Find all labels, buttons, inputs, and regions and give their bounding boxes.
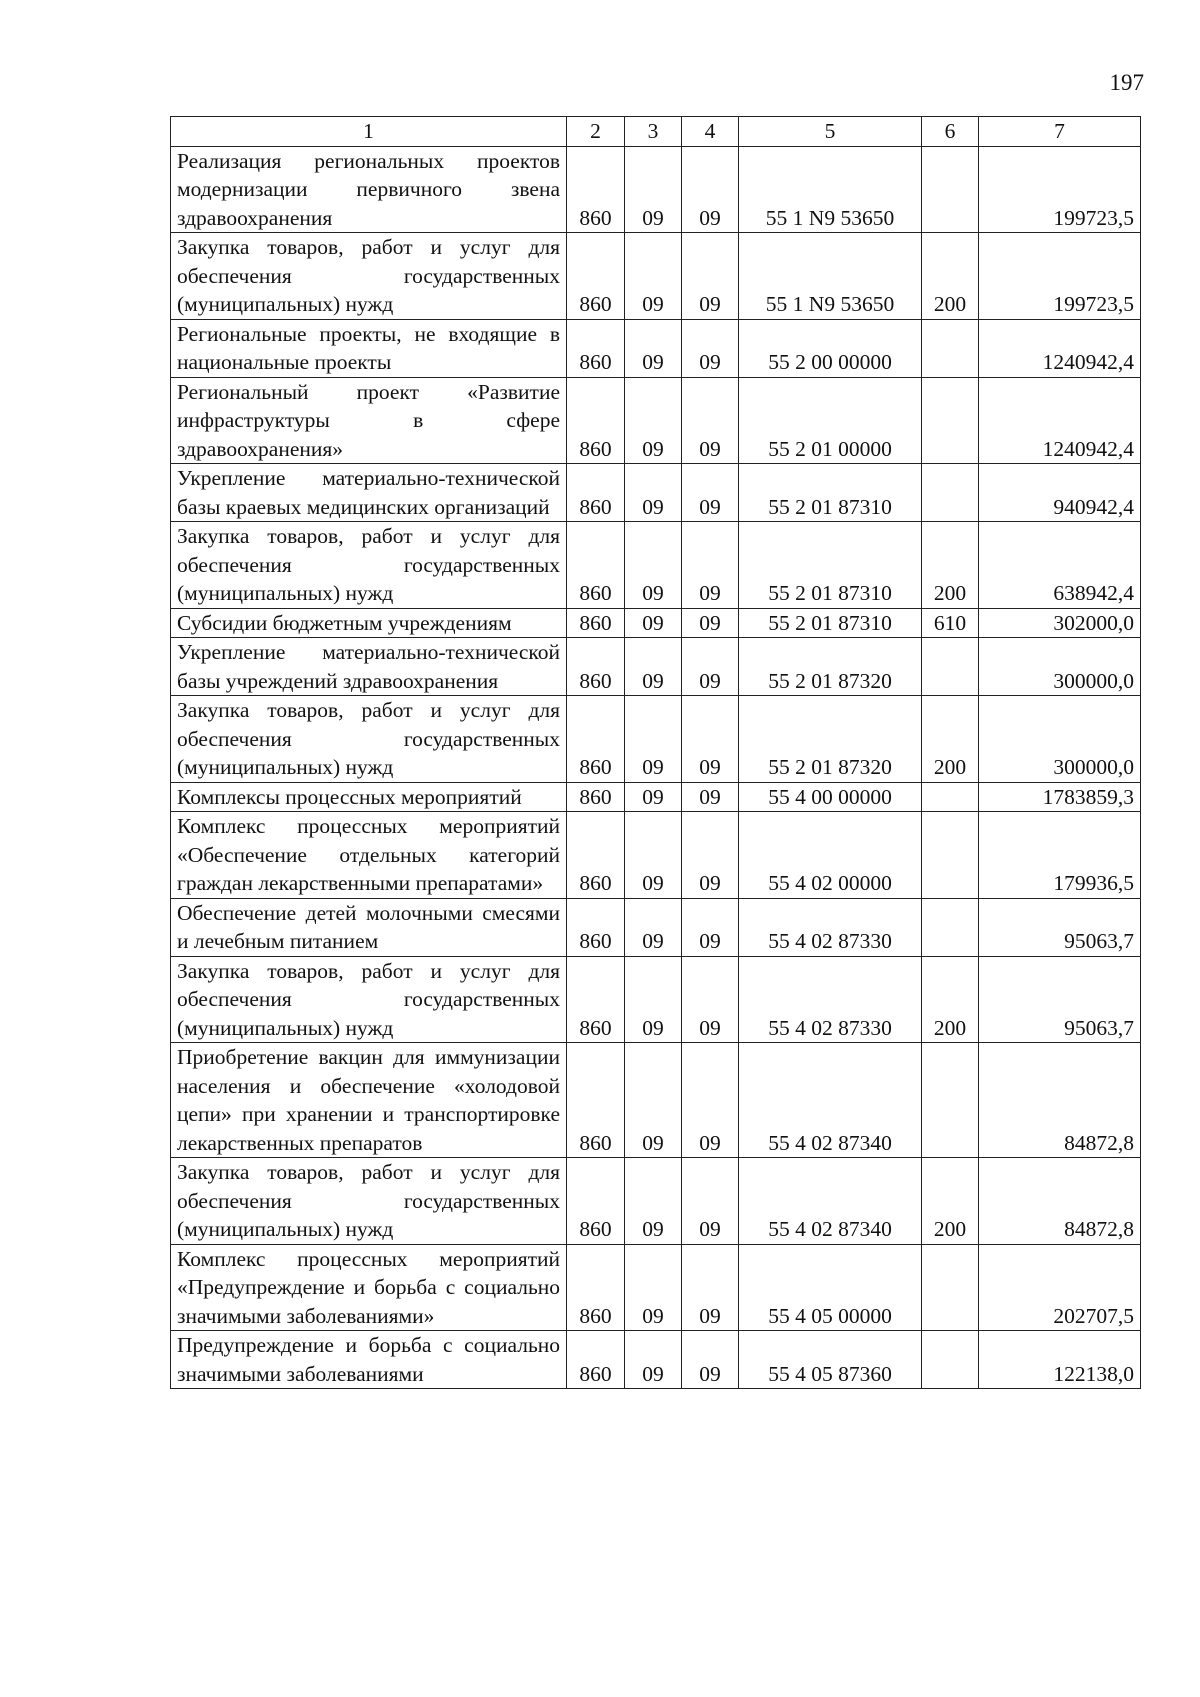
- row-name-cell: Закупка товаров, работ и услуг для обеспечения государственных (муниципальных) нужд: [171, 696, 567, 783]
- admin-code-cell: 860: [567, 608, 625, 638]
- subsection-code-cell: 09: [682, 522, 739, 609]
- expense-kind-cell: 200: [922, 1158, 979, 1245]
- amount-cell: 122138,0: [979, 1331, 1141, 1389]
- section-code-cell: 09: [625, 1043, 682, 1158]
- row-name-cell: Закупка товаров, работ и услуг для обеспечения государственных (муниципальных) нужд: [171, 233, 567, 320]
- target-article-cell: 55 4 02 00000: [739, 812, 922, 899]
- row-name-cell: Субсидии бюджетным учреждениям: [171, 608, 567, 638]
- target-article-cell: 55 2 01 87320: [739, 638, 922, 696]
- row-name-cell: Укрепление материально-технической базы учреждений здравоохранения: [171, 638, 567, 696]
- expense-kind-cell: 200: [922, 522, 979, 609]
- section-code-cell: 09: [625, 377, 682, 464]
- target-article-cell: 55 2 01 87310: [739, 464, 922, 522]
- admin-code-cell: 860: [567, 898, 625, 956]
- amount-cell: 95063,7: [979, 898, 1141, 956]
- expense-kind-cell: [922, 782, 979, 812]
- expense-kind-cell: [922, 464, 979, 522]
- target-article-cell: 55 4 02 87340: [739, 1158, 922, 1245]
- target-article-cell: 55 2 01 87320: [739, 696, 922, 783]
- section-code-cell: 09: [625, 319, 682, 377]
- subsection-code-cell: 09: [682, 1158, 739, 1245]
- amount-cell: 95063,7: [979, 956, 1141, 1043]
- page-number: 197: [1109, 70, 1144, 95]
- admin-code-cell: 860: [567, 233, 625, 320]
- amount-cell: 1783859,3: [979, 782, 1141, 812]
- budget-table: [170, 116, 1141, 1389]
- column-header: 4: [682, 117, 739, 147]
- subsection-code-cell: 09: [682, 464, 739, 522]
- amount-cell: 638942,4: [979, 522, 1141, 609]
- table-row: [171, 522, 1141, 609]
- amount-cell: 300000,0: [979, 696, 1141, 783]
- section-code-cell: 09: [625, 696, 682, 783]
- amount-cell: 179936,5: [979, 812, 1141, 899]
- table-row: [171, 1158, 1141, 1245]
- table-row: [171, 1043, 1141, 1158]
- admin-code-cell: 860: [567, 1158, 625, 1245]
- table-row: [171, 696, 1141, 783]
- amount-cell: 202707,5: [979, 1244, 1141, 1331]
- column-header: 5: [739, 117, 922, 147]
- target-article-cell: 55 2 01 87310: [739, 522, 922, 609]
- target-article-cell: 55 4 02 87330: [739, 898, 922, 956]
- admin-code-cell: 860: [567, 1043, 625, 1158]
- expense-kind-cell: [922, 638, 979, 696]
- table-row: [171, 464, 1141, 522]
- target-article-cell: 55 4 02 87340: [739, 1043, 922, 1158]
- admin-code-cell: 860: [567, 1331, 625, 1389]
- table-row: [171, 233, 1141, 320]
- target-article-cell: 55 2 01 00000: [739, 377, 922, 464]
- admin-code-cell: 860: [567, 812, 625, 899]
- target-article-cell: 55 1 N9 53650: [739, 233, 922, 320]
- subsection-code-cell: 09: [682, 638, 739, 696]
- amount-cell: 300000,0: [979, 638, 1141, 696]
- column-header: 6: [922, 117, 979, 147]
- target-article-cell: 55 4 00 00000: [739, 782, 922, 812]
- column-header: 2: [567, 117, 625, 147]
- expense-kind-cell: 610: [922, 608, 979, 638]
- admin-code-cell: 860: [567, 522, 625, 609]
- subsection-code-cell: 09: [682, 696, 739, 783]
- admin-code-cell: 860: [567, 464, 625, 522]
- row-name-cell: Приобретение вакцин для иммунизации населения и обеспечение «холодовой цепи» при хранении и транспортировке лекарственных препаратов: [171, 1043, 567, 1158]
- section-code-cell: 09: [625, 233, 682, 320]
- table-row: [171, 608, 1141, 638]
- section-code-cell: 09: [625, 522, 682, 609]
- admin-code-cell: 860: [567, 638, 625, 696]
- section-code-cell: 09: [625, 1331, 682, 1389]
- subsection-code-cell: 09: [682, 1244, 739, 1331]
- section-code-cell: 09: [625, 608, 682, 638]
- section-code-cell: 09: [625, 638, 682, 696]
- row-name-cell: Региональный проект «Развитие инфраструктуры в сфере здравоохранения»: [171, 377, 567, 464]
- row-name-cell: Предупреждение и борьба с социально значимыми заболеваниями: [171, 1331, 567, 1389]
- amount-cell: 1240942,4: [979, 377, 1141, 464]
- subsection-code-cell: 09: [682, 956, 739, 1043]
- admin-code-cell: 860: [567, 696, 625, 783]
- expense-kind-cell: [922, 1043, 979, 1158]
- expense-kind-cell: [922, 319, 979, 377]
- target-article-cell: 55 1 N9 53650: [739, 146, 922, 233]
- expense-kind-cell: [922, 146, 979, 233]
- table-row: [171, 377, 1141, 464]
- row-name-cell: Закупка товаров, работ и услуг для обеспечения государственных (муниципальных) нужд: [171, 522, 567, 609]
- admin-code-cell: 860: [567, 377, 625, 464]
- target-article-cell: 55 2 00 00000: [739, 319, 922, 377]
- column-header: 1: [171, 117, 567, 147]
- amount-cell: 302000,0: [979, 608, 1141, 638]
- subsection-code-cell: 09: [682, 1043, 739, 1158]
- section-code-cell: 09: [625, 782, 682, 812]
- subsection-code-cell: 09: [682, 1331, 739, 1389]
- table-row: [171, 956, 1141, 1043]
- subsection-code-cell: 09: [682, 233, 739, 320]
- row-name-cell: Комплекс процессных мероприятий «Обеспечение отдельных категорий граждан лекарственными препаратами»: [171, 812, 567, 899]
- subsection-code-cell: 09: [682, 608, 739, 638]
- row-name-cell: Комплексы процессных мероприятий: [171, 782, 567, 812]
- expense-kind-cell: [922, 1244, 979, 1331]
- table-row: [171, 1331, 1141, 1389]
- section-code-cell: 09: [625, 464, 682, 522]
- section-code-cell: 09: [625, 812, 682, 899]
- amount-cell: 84872,8: [979, 1158, 1141, 1245]
- table-row: [171, 898, 1141, 956]
- target-article-cell: 55 4 02 87330: [739, 956, 922, 1043]
- expense-kind-cell: [922, 812, 979, 899]
- column-header: 3: [625, 117, 682, 147]
- expense-kind-cell: 200: [922, 233, 979, 320]
- admin-code-cell: 860: [567, 782, 625, 812]
- table-row: [171, 146, 1141, 233]
- row-name-cell: Реализация региональных проектов модернизации первичного звена здравоохранения: [171, 146, 567, 233]
- section-code-cell: 09: [625, 146, 682, 233]
- section-code-cell: 09: [625, 1158, 682, 1245]
- admin-code-cell: 860: [567, 146, 625, 233]
- amount-cell: 84872,8: [979, 1043, 1141, 1158]
- row-name-cell: Закупка товаров, работ и услуг для обеспечения государственных (муниципальных) нужд: [171, 1158, 567, 1245]
- subsection-code-cell: 09: [682, 812, 739, 899]
- admin-code-cell: 860: [567, 1244, 625, 1331]
- subsection-code-cell: 09: [682, 898, 739, 956]
- admin-code-cell: 860: [567, 956, 625, 1043]
- table-row: [171, 319, 1141, 377]
- column-header: 7: [979, 117, 1141, 147]
- table-header-row: [171, 117, 1141, 147]
- section-code-cell: 09: [625, 898, 682, 956]
- amount-cell: 199723,5: [979, 233, 1141, 320]
- admin-code-cell: 860: [567, 319, 625, 377]
- subsection-code-cell: 09: [682, 377, 739, 464]
- amount-cell: 1240942,4: [979, 319, 1141, 377]
- row-name-cell: Региональные проекты, не входящие в национальные проекты: [171, 319, 567, 377]
- target-article-cell: 55 4 05 87360: [739, 1331, 922, 1389]
- row-name-cell: Закупка товаров, работ и услуг для обеспечения государственных (муниципальных) нужд: [171, 956, 567, 1043]
- expense-kind-cell: [922, 898, 979, 956]
- expense-kind-cell: [922, 377, 979, 464]
- table-row: [171, 782, 1141, 812]
- expense-kind-cell: [922, 1331, 979, 1389]
- section-code-cell: 09: [625, 1244, 682, 1331]
- table-row: [171, 638, 1141, 696]
- target-article-cell: 55 4 05 00000: [739, 1244, 922, 1331]
- amount-cell: 199723,5: [979, 146, 1141, 233]
- amount-cell: 940942,4: [979, 464, 1141, 522]
- row-name-cell: Укрепление материально-технической базы краевых медицинских организаций: [171, 464, 567, 522]
- row-name-cell: Обеспечение детей молочными смесями и лечебным питанием: [171, 898, 567, 956]
- table-row: [171, 1244, 1141, 1331]
- section-code-cell: 09: [625, 956, 682, 1043]
- subsection-code-cell: 09: [682, 782, 739, 812]
- table-row: [171, 812, 1141, 899]
- row-name-cell: Комплекс процессных мероприятий «Предупреждение и борьба с социально значимыми заболеваниями»: [171, 1244, 567, 1331]
- subsection-code-cell: 09: [682, 319, 739, 377]
- expense-kind-cell: 200: [922, 956, 979, 1043]
- subsection-code-cell: 09: [682, 146, 739, 233]
- expense-kind-cell: 200: [922, 696, 979, 783]
- target-article-cell: 55 2 01 87310: [739, 608, 922, 638]
